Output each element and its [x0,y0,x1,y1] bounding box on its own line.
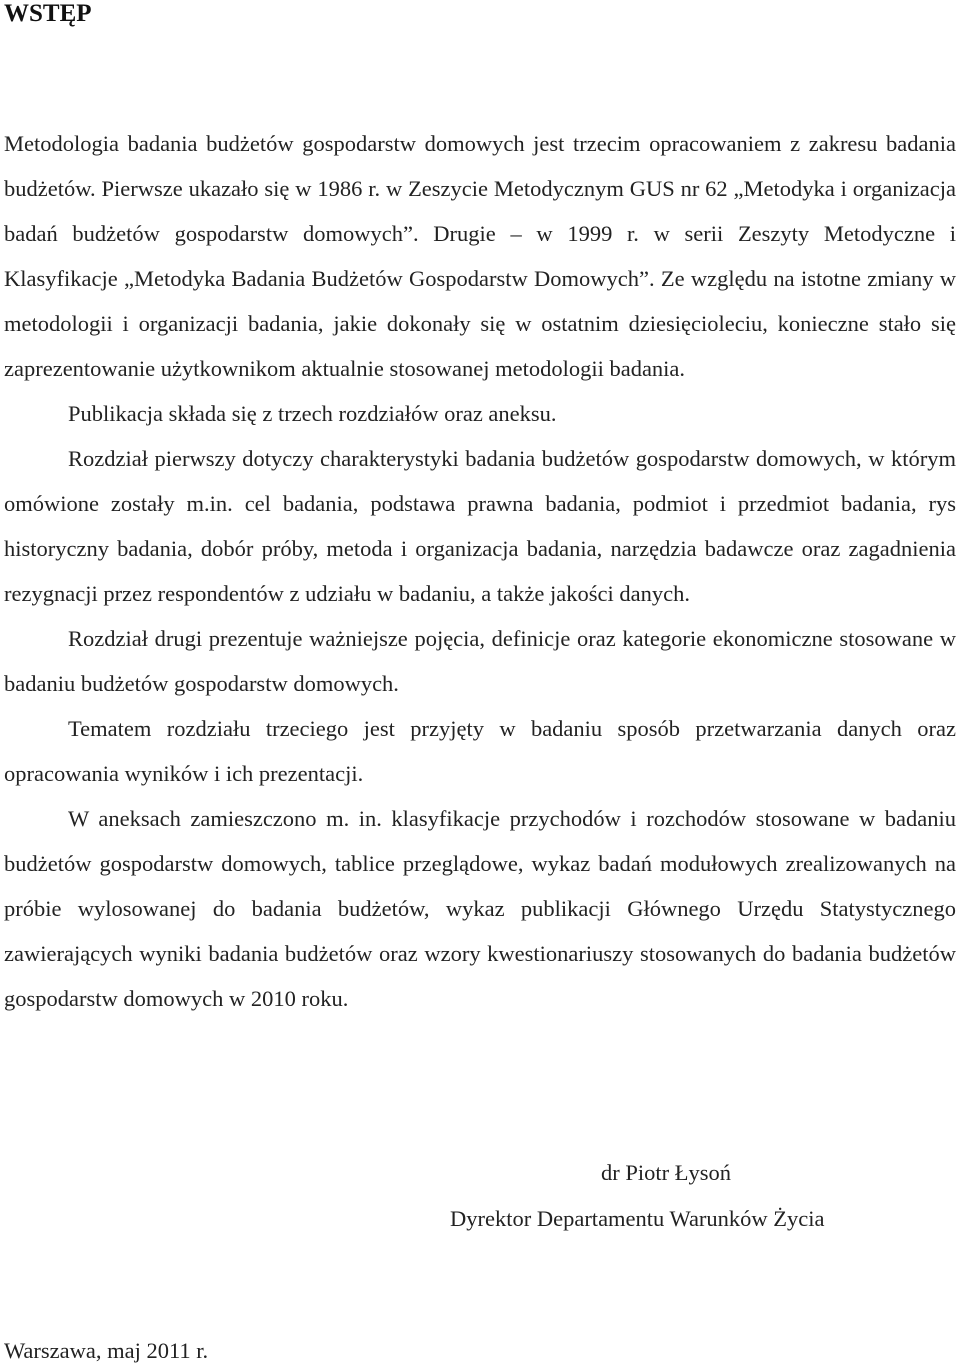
paragraph-intro: Metodologia badania budżetów gospodarstw domowych jest trzecim opracowaniem z zakresu badania budżetów. Pierwsze ukazało się w 1986 r. w Zeszycie Metodycznym GUS nr 62 „Metodyka i organizacja badań budżetów gospodarstw domowych”. Drugie – w 1999 r. w serii Zeszyty Metodyczne i Klasyfikacje „Metodyka Badania Budżetów Gospodarstw Domowych”. Ze względu na istotne zmiany w metodologii i organizacji badania, jakie dokonały się w ostatnim dziesięcioleciu, konieczne stało się zaprezentowanie użytkownikom aktualnie stosowanej metodologii badania. [4,131,956,381]
paragraph-chapter-1: Rozdział pierwszy dotyczy charakterystyki badania budżetów gospodarstw domowych, w którym omówione zostały m.in. cel badania, podstawa prawna badania, podmiot i przedmiot badania, rys historyczny badania, dobór próby, metoda i organizacja badania, narzędzia badawcze oraz zagadnienia rezygnacji przez respondentów z udziału w badaniu, a także jakości danych. [4,446,956,606]
signature-name: dr Piotr Łysoń [601,1160,732,1185]
page-title: WSTĘP [4,0,92,27]
body-text [4,121,956,1021]
signature-role: Dyrektor Departamentu Warunków Życia [450,1206,825,1231]
paragraph-chapter-2: Rozdział drugi prezentuje ważniejsze pojęcia, definicje oraz kategorie ekonomiczne stosowane w badaniu budżetów gospodarstw domowych. [4,626,956,696]
place-and-date: Warszawa, maj 2011 r. [4,1338,209,1363]
paragraph-chapter-3: Tematem rozdziału trzeciego jest przyjęty w badaniu sposób przetwarzania danych oraz opracowania wyników i ich prezentacji. [4,716,956,786]
paragraph-structure: Publikacja składa się z trzech rozdziałów oraz aneksu. [68,401,557,426]
paragraph-annexes: W aneksach zamieszczono m. in. klasyfikacje przychodów i rozchodów stosowane w badaniu budżetów gospodarstw domowych, tablice przeglądowe, wykaz badań modułowych zrealizowanych na próbie wylosowanej do badania budżetów, wykaz publikacji Głównego Urzędu Statystycznego zawierających wyniki badania budżetów oraz wzory kwestionariuszy stosowanych do badania budżetów gospodarstw domowych w 2010 roku. [4,806,956,1011]
